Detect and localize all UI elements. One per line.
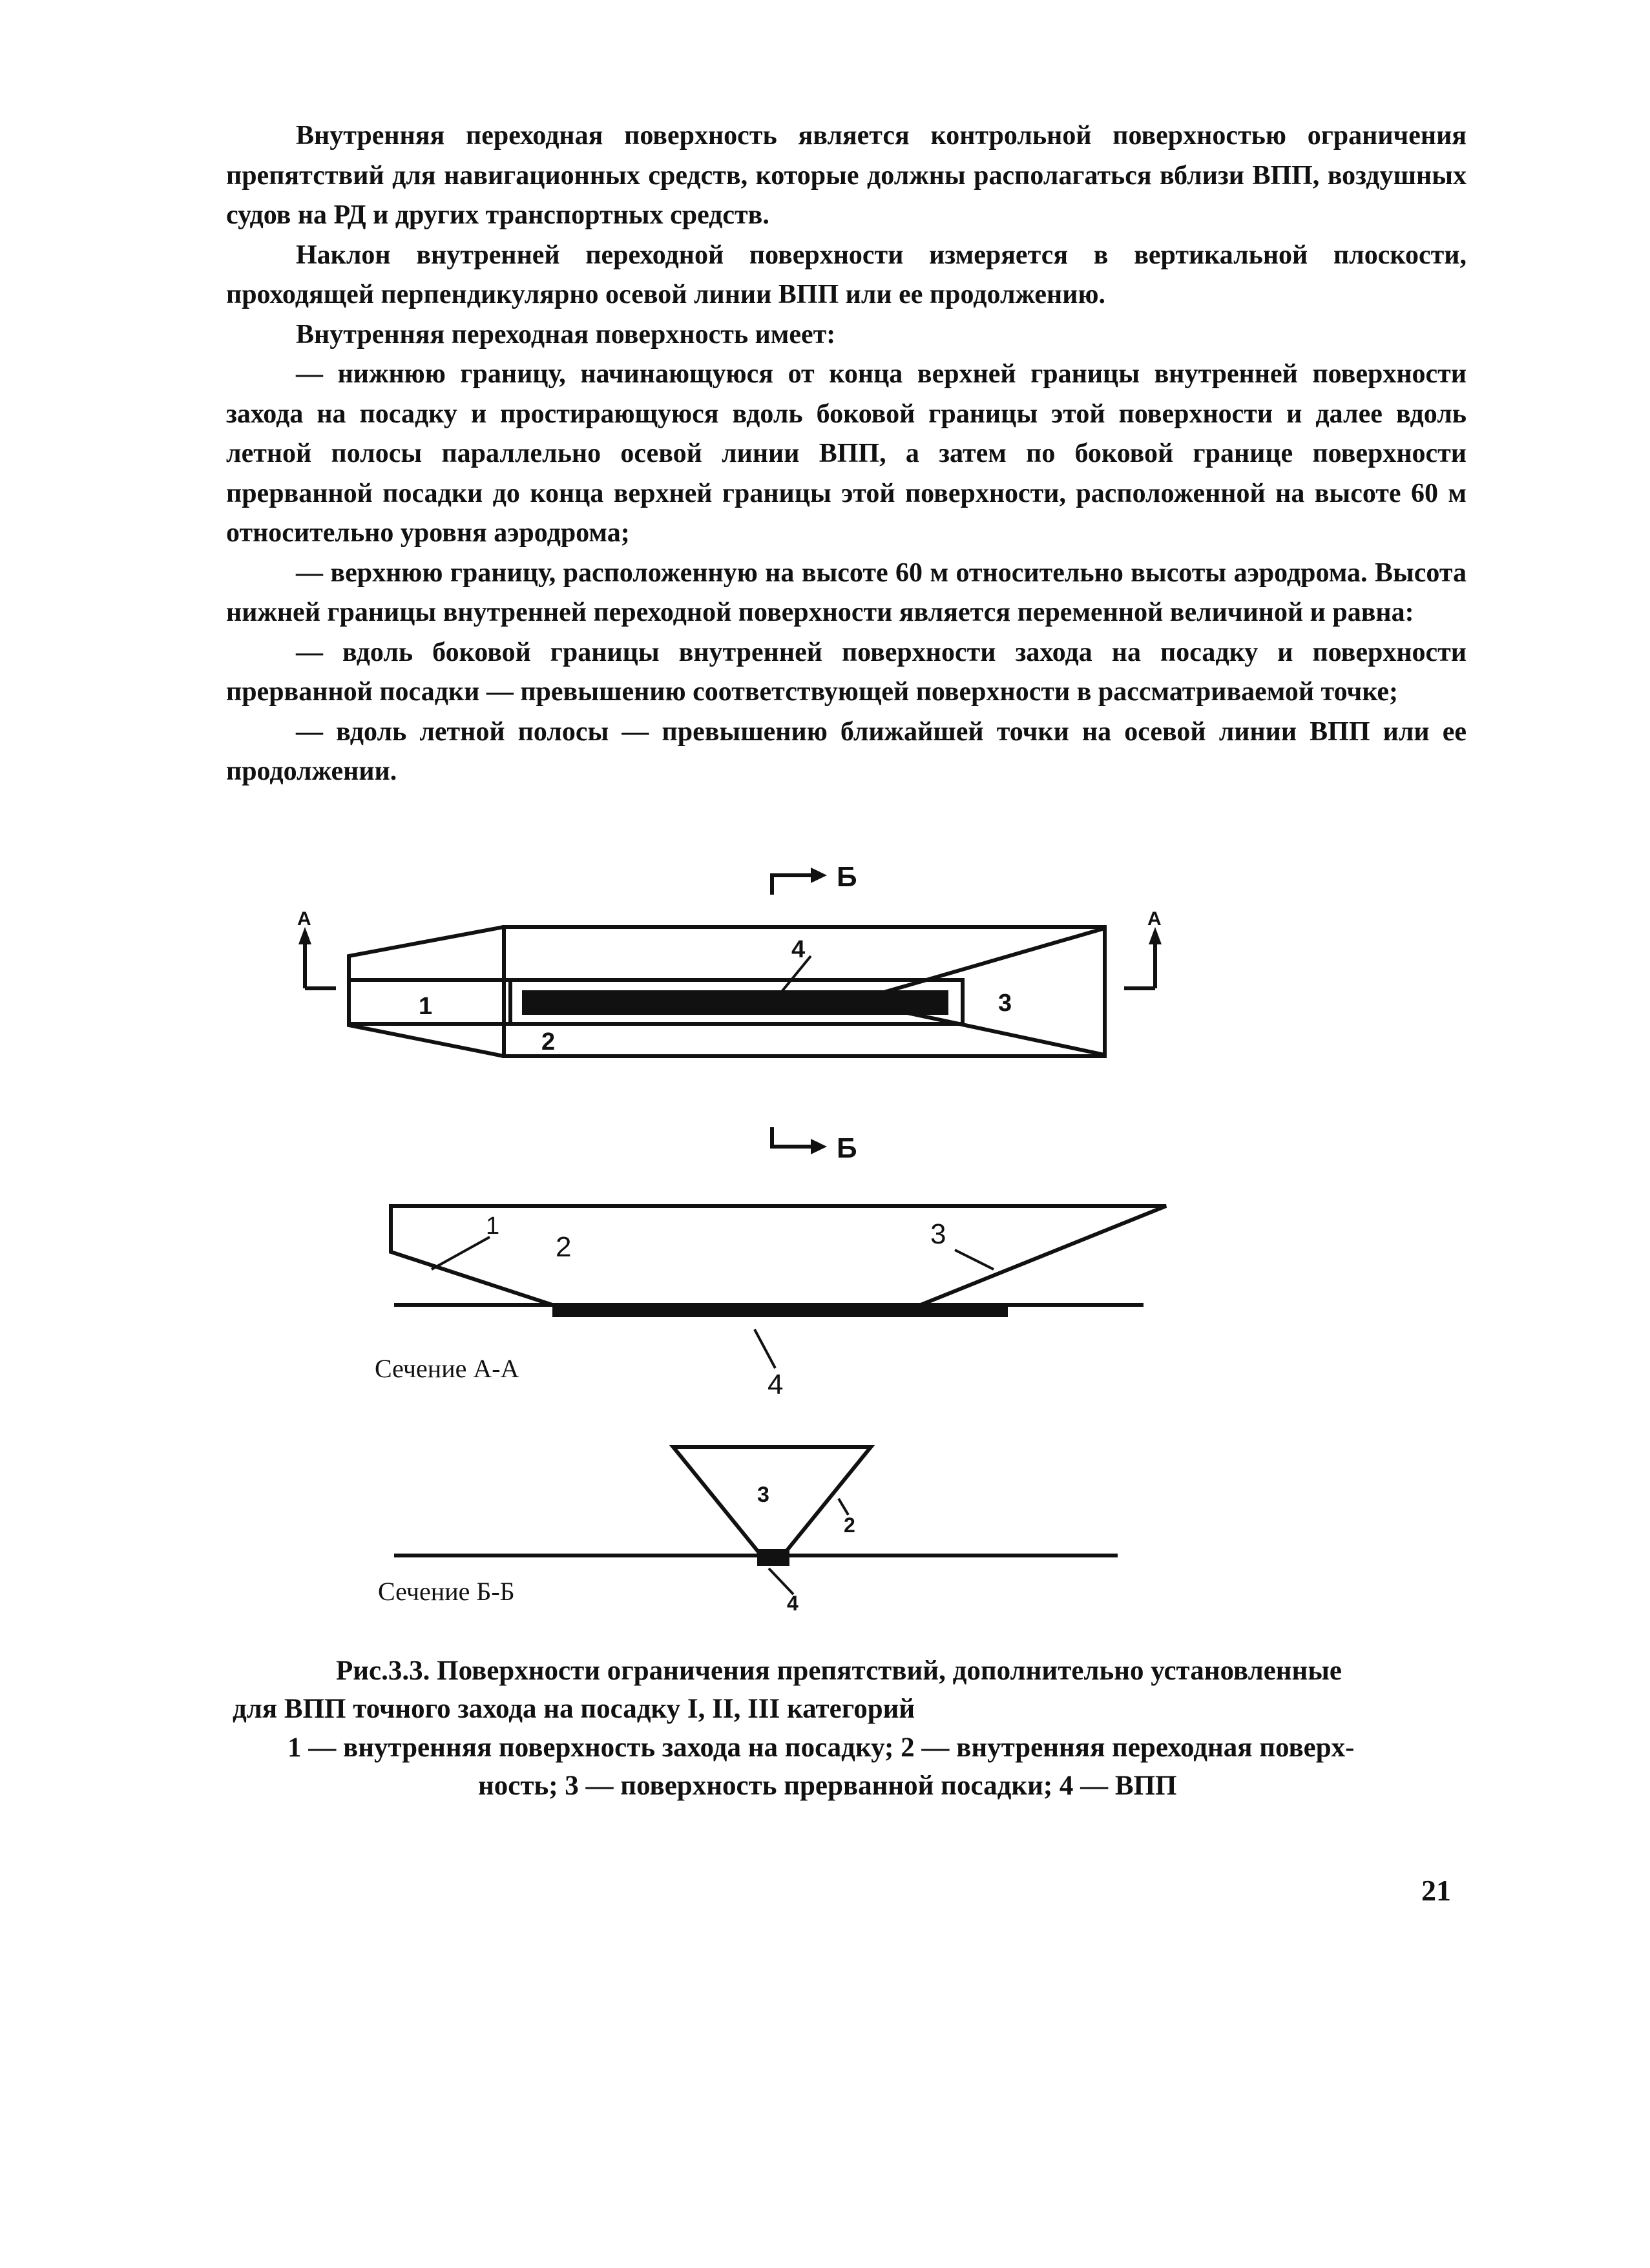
approach-surface-outline	[349, 927, 504, 1056]
section-aa-title: Сечение А-А	[375, 1354, 519, 1383]
figure-caption-line2: для ВПП точного захода на посадку I, II, III категорий	[233, 1694, 915, 1724]
plan-label-1: 1	[419, 993, 433, 1020]
paragraph-7: — вдоль летной полосы — превышению ближайшей точки на осевой линии ВПП или ее продолжении.	[226, 716, 1467, 786]
runway-section-aa	[552, 1303, 1008, 1317]
paragraph-1: Внутренняя переходная поверхность является контрольной поверхностью ограничения препятствий для навигационных средств, которые должны располагаться вблизи ВПП, воздушных судов на РД и других транспортных средств.	[226, 121, 1467, 230]
plan-label-2: 2	[541, 1028, 556, 1056]
section-b-bottom-marker	[772, 1127, 811, 1147]
section-b-top-marker	[772, 875, 811, 895]
runway-section-bb	[757, 1549, 789, 1566]
figure-legend-line1: 1 — внутренняя поверхность захода на посадку; 2 — внутренняя переходная поверх-	[287, 1732, 1355, 1763]
section-aa-label-2: 2	[556, 1231, 572, 1263]
paragraph-5: — верхнюю границу, расположенную на высоте 60 м относительно высоты аэродрома. Высота нижней границы внутренней переходной поверхности является переменной величиной и равна:	[226, 557, 1467, 627]
section-a-right-arrow	[1149, 927, 1162, 944]
section-bb-label-2: 2	[844, 1514, 855, 1537]
section-aa-label-1: 1	[486, 1212, 500, 1240]
section-a-right-marker	[1124, 940, 1155, 988]
plan-label-a-right: А	[1147, 908, 1162, 930]
section-bb-title: Сечение Б-Б	[378, 1577, 515, 1606]
page-number: 21	[1421, 1874, 1451, 1907]
plan-label-3: 3	[998, 990, 1012, 1017]
paragraph-2: Наклон внутренней переходной поверхности измеряется в вертикальной плоскости, проходящей перпендикулярно осевой линии ВПП или ее продолжению.	[226, 240, 1467, 309]
section-a-left-marker	[305, 940, 336, 988]
paragraph-3: Внутренняя переходная поверхность имеет:	[296, 319, 836, 349]
runway-plan	[522, 990, 948, 1015]
plan-label-4: 4	[791, 936, 806, 963]
figure-caption-line1: Рис.3.3. Поверхности ограничения препятствий, дополнительно установленные	[336, 1656, 1342, 1686]
section-bb	[394, 1447, 1118, 1594]
section-b-top-arrow	[811, 868, 827, 883]
section-aa-label-3: 3	[930, 1218, 946, 1250]
figure-legend-line2: ность; 3 — поверхность прерванной посадки; 4 — ВПП	[478, 1771, 1177, 1801]
section-aa-outline	[391, 1206, 1166, 1305]
plan-label-b-top: Б	[837, 861, 857, 893]
paragraph-4: — нижнюю границу, начинающуюся от конца верхней границы внутренней поверхности захода на посадку и простирающуюся вдоль боковой границы этой поверхности и далее вдоль летной полосы параллельно осевой линии ВПП, а затем по боковой границе поверхности прерванной посадки до конца верхней границы этой поверхности, расположенной на высоте 60 м относительно уровня аэродрома;	[226, 359, 1467, 548]
section-bb-label-3: 3	[757, 1483, 769, 1507]
plan-label-b-bottom: Б	[837, 1132, 857, 1164]
section-bb-label-4: 4	[787, 1592, 799, 1615]
section-a-left-arrow	[298, 927, 311, 944]
section-b-bottom-arrow	[811, 1139, 827, 1154]
section-aa	[391, 1206, 1166, 1368]
paragraph-6: — вдоль боковой границы внутренней поверхности захода на посадку и поверхности прерванной посадки — превышению соответствующей поверхности в рассматриваемой точке;	[226, 637, 1467, 707]
plan-label-a-left: А	[297, 908, 311, 930]
section-aa-label-4: 4	[768, 1369, 784, 1400]
